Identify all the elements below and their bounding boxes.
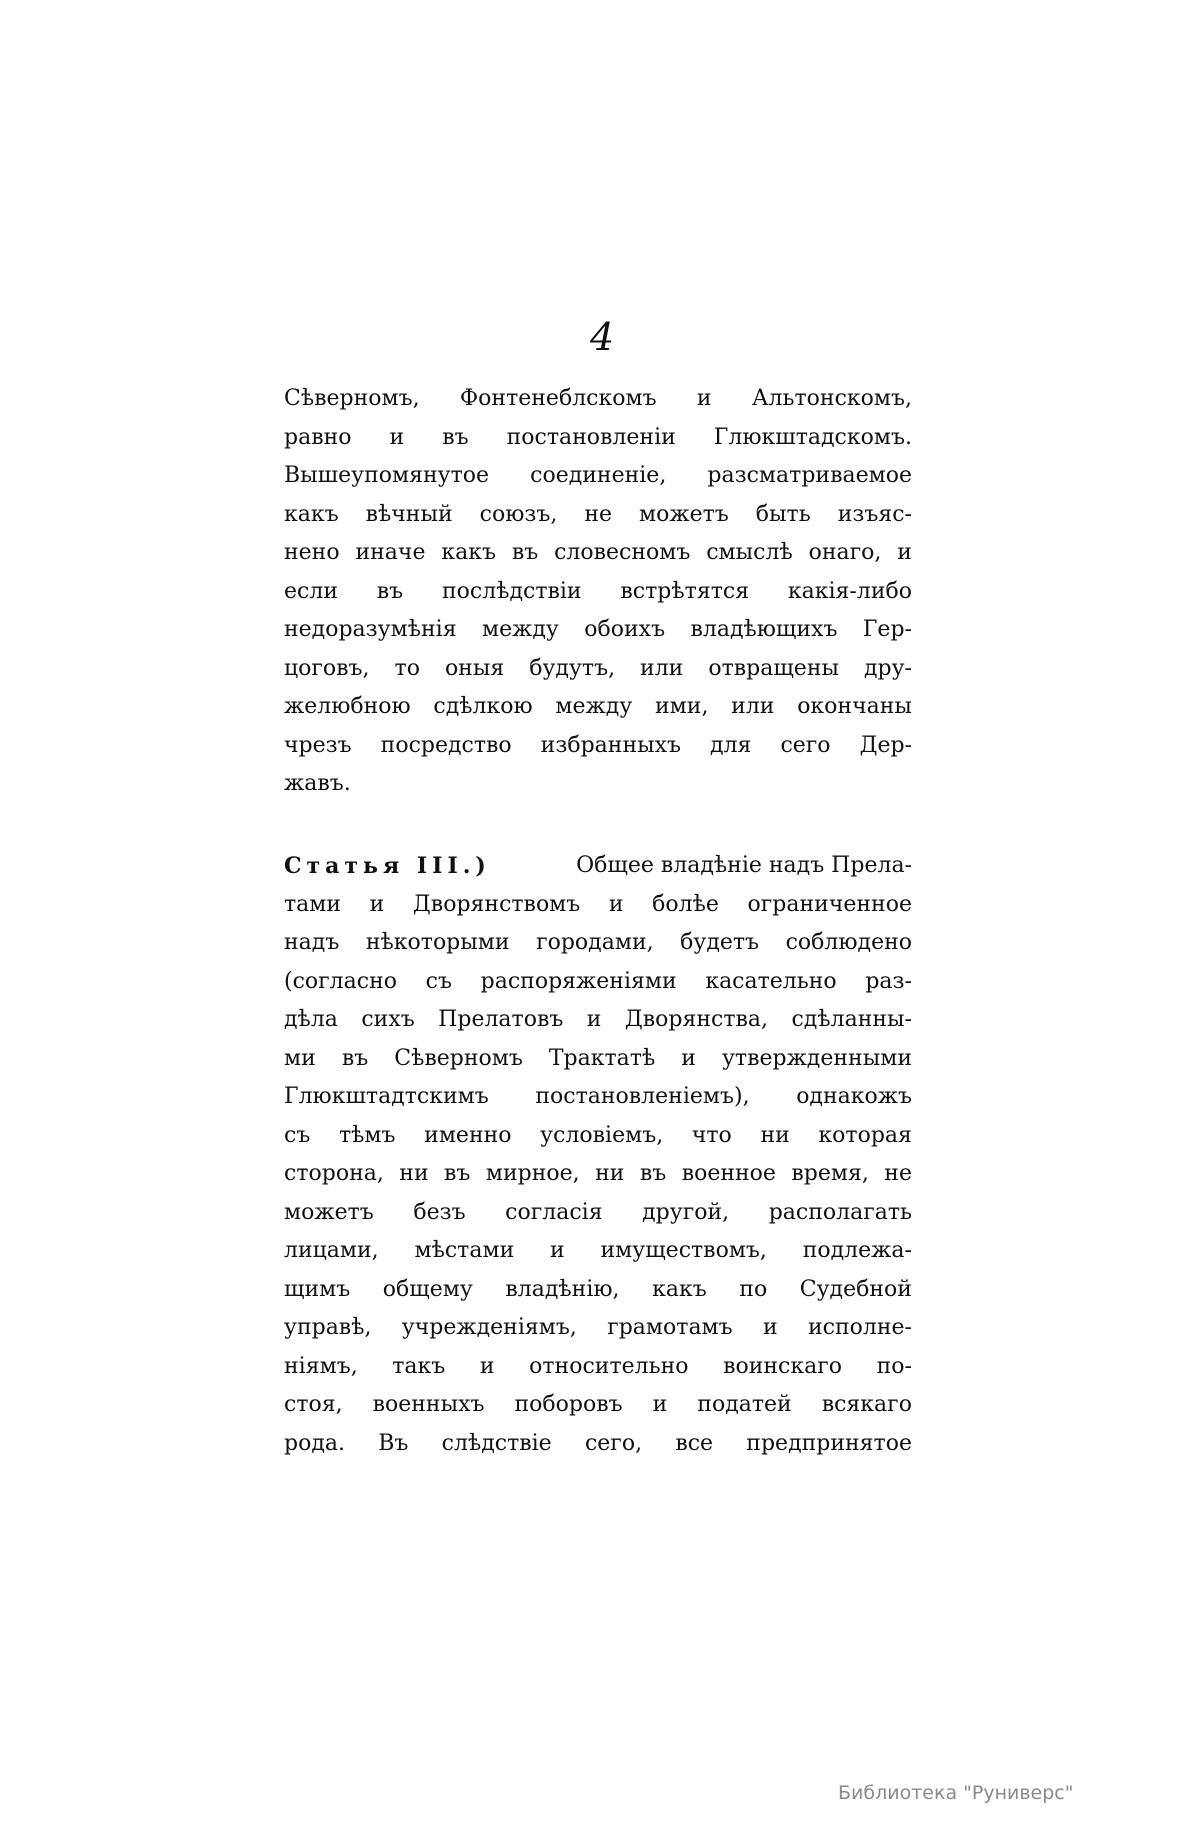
text-line: тами и Дворянствомъ и болѣе ограниченное	[284, 891, 912, 917]
text-line: Глюкштадтскимъ постановленіемъ), однакожъ	[284, 1084, 912, 1109]
text-line: равно и въ постановленіи Глюкштадскомъ.	[284, 424, 912, 450]
text-line: ніямъ, такъ и относительно воинскаго по-	[284, 1353, 912, 1379]
text-line: лицами, мѣстами и имуществомъ, подлежа-	[284, 1238, 912, 1263]
paragraph-1	[284, 380, 912, 804]
text-line: если въ послѣдствіи встрѣтятся какія-либо	[284, 578, 912, 604]
text-line: можетъ безъ согласія другой, располагать	[284, 1199, 912, 1225]
text-line: жавъ.	[284, 771, 351, 796]
text-line: надъ нѣкоторыми городами, будетъ соблюдено	[284, 930, 912, 955]
text-line: стоя, военныхъ поборовъ и податей всякаго	[284, 1392, 912, 1417]
text-line: желюбною сдѣлкою между ими, или окончаны	[284, 694, 912, 719]
text-line: недоразумѣнія между обоихъ владѣющихъ Гер-	[284, 617, 912, 642]
text-line: чрезъ посредство избранныхъ для сего Дер-	[284, 732, 912, 758]
text-line: съ тѣмъ именно условіемъ, что ни которая	[284, 1122, 912, 1148]
article-heading-line	[284, 847, 912, 886]
text-line: ми въ Сѣверномъ Трактатѣ и утвержденными	[284, 1045, 912, 1071]
text-line: какъ вѣчный союзъ, не можетъ быть изъяс-	[284, 501, 912, 527]
page-number: 4	[590, 315, 615, 359]
text-line: цоговъ, то оныя будутъ, или отвращены дру-	[284, 655, 912, 681]
text-line: рода. Въ слѣдствіе сего, все предпринятое	[284, 1430, 912, 1456]
text-line: Сѣверномъ, Фонтенеблскомъ и Альтонскомъ,	[284, 386, 912, 411]
text-line: Вышеупомянутое соединеніе, разсматриваемое	[284, 463, 912, 488]
text-line: управѣ, учрежденіямъ, грамотамъ и исполне-	[284, 1315, 912, 1340]
text-line: сторона, ни въ мирное, ни въ военное время, не	[284, 1161, 912, 1186]
article-label: Статья III.)	[284, 853, 491, 879]
text-line: (согласно съ распоряженіями касательно раз-	[284, 968, 912, 994]
article-first-line: Общее владѣніе надъ Прела-	[576, 853, 912, 878]
text-line: щимъ общему владѣнію, какъ по Судебной	[284, 1276, 912, 1302]
text-line: дѣла сихъ Прелатовъ и Дворянства, сдѣланны-	[284, 1007, 912, 1032]
text-line: нено иначе какъ въ словесномъ смыслѣ онаго, и	[284, 540, 912, 565]
library-watermark: Библиотека "Руниверс"	[838, 1782, 1074, 1804]
paragraph-2	[284, 847, 912, 1463]
